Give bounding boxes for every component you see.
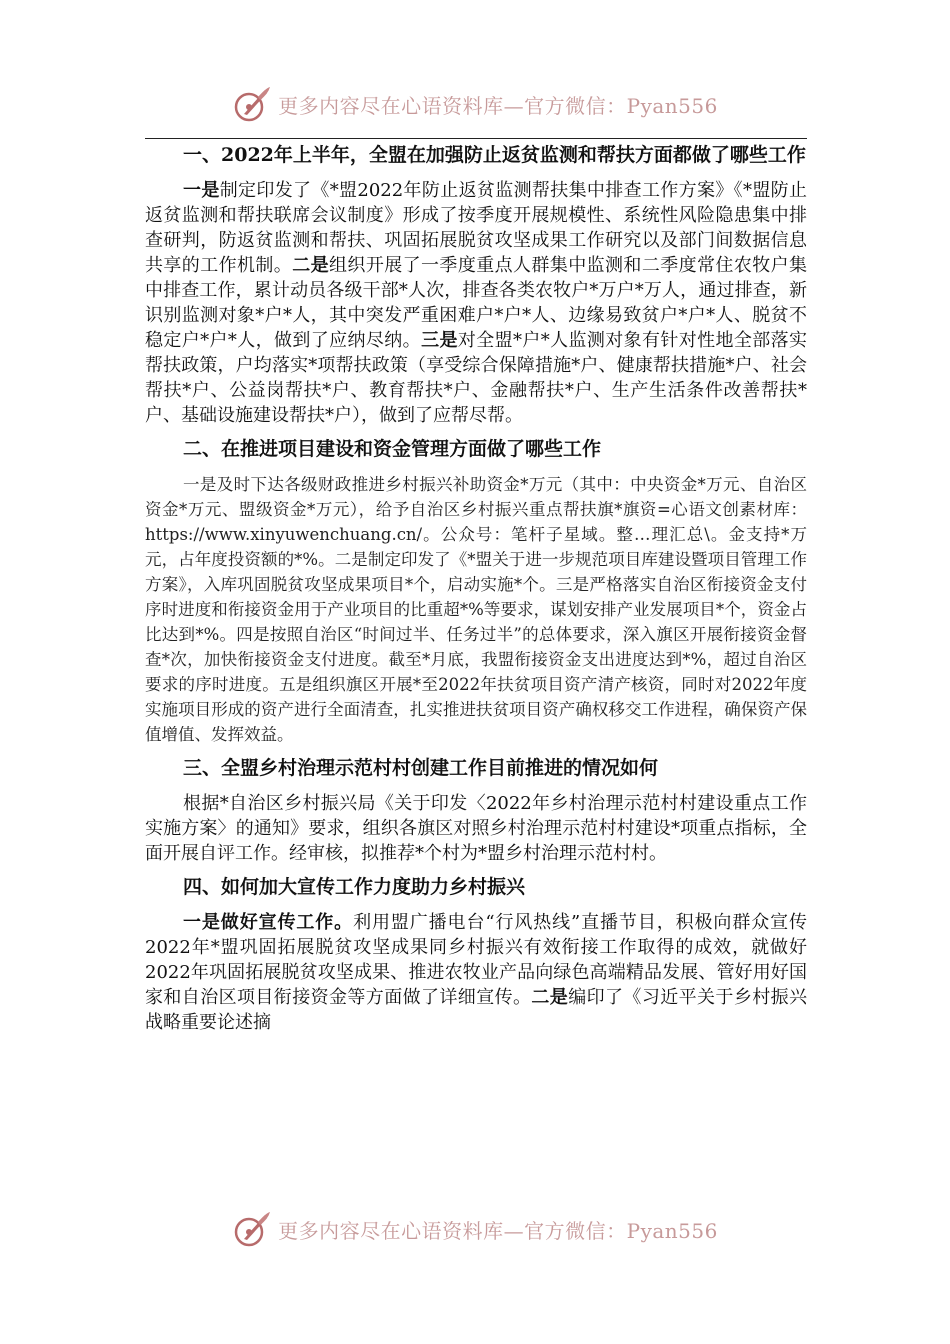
- section-heading: 四、如何加大宣传工作力度助力乡村振兴: [183, 876, 526, 898]
- text-run: 编印了《习近平关于乡村振兴战略重要论述摘: [145, 987, 808, 1033]
- header-divider: [145, 138, 807, 139]
- quill-logo-icon: [232, 84, 272, 124]
- section-heading: 二、在推进项目建设和资金管理方面做了哪些工作: [183, 438, 602, 460]
- body-paragraph: [145, 178, 807, 428]
- emphasis-run: 二是: [531, 987, 569, 1008]
- text-run: 利用盟广播电台“行风热线”直播节目，积极向群众宣传2022年*盟巩固拓展脱贫攻坚成果同乡村振兴有效衔接工作取得的成效，就做好2022年巩固拓展脱贫攻坚成果、推进农牧业产品向绿色高端精品发展、管好用好国家和自治区项目衔接资金等方面做了详细宣传。: [145, 912, 808, 1008]
- body-paragraph: [145, 910, 807, 1035]
- emphasis-run: 一是: [183, 180, 220, 201]
- emphasis-run: 一是做好宣传工作。: [183, 912, 354, 933]
- emphasis-run: 二是: [292, 255, 330, 276]
- body-paragraph: [145, 472, 807, 747]
- text-run: 制定印发了《*盟2022年防止返贫监测帮扶集中排查工作方案》《*盟防止返贫监测和帮扶联席会议制度》形成了按季度开展规模性、系统性风险隐患集中排查研判，防返贫监测和帮扶、巩固拓展脱贫攻坚成果工作研究以及部门间数据信息共享的工作机制。: [145, 180, 808, 276]
- header-banner: [0, 80, 950, 128]
- text-run: 一是及时下达各级财政推进乡村振兴补助资金*万元（其中：中央资金*万元、自治区资金*万元、盟级资金*万元），给予自治区乡村振兴重点帮扶旗*旗资=心语文创素材库：https://www.xinyuwenchuang.cn/。公众号：笔杆子星域。整…理汇总\。金支持*万元，占年度投资额的*%。二是制定印发了《*盟关于进一步规范项目库建设暨项目管理工作方案》，入库巩固脱贫攻坚成果项目*个，启动实施*个。三是严格落实自治区衔接资金支付序时进度和衔接资金用于产业项目的比重超*%等要求，谋划安排产业发展项目*个，资金占比达到*%。四是按照自治区“时间过半、任务过半”的总体要求，深入旗区开展衔接资金督查*次，加快衔接资金支付进度。截至*月底，我盟衔接资金支出进度达到*%，超过自治区要求的序时进度。五是组织旗区开展*至2022年扶贫项目资产清产核资，同时对2022年度实施项目形成的资产进行全面清查，扎实推进扶贫项目资产确权移交工作进程，确保资产保值增值、发挥效益。: [145, 475, 807, 744]
- text-run: 根据*自治区乡村振兴局《关于印发〈2022年乡村治理示范村村建设重点工作实施方案〉的通知》要求，组织各旗区对照乡村治理示范村村建设*项重点指标，全面开展自评工作。经审核，拟推荐*个村为*盟乡村治理示范村村。: [145, 793, 807, 864]
- text-run: 对全盟*户*人监测对象有针对性地全部落实帮扶政策，户均落实*项帮扶政策（享受综合保障措施*户、健康帮扶措施*户、社会帮扶*户、公益岗帮扶*户、教育帮扶*户、金融帮扶*户、生产生活条件改善帮扶*户、基础设施建设帮扶*户），做到了应帮尽帮。: [145, 330, 808, 426]
- document-body: [145, 143, 807, 1044]
- banner-text: 更多内容尽在心语资料库—官方微信：Pyan556: [278, 1218, 718, 1243]
- section-heading: 三、全盟乡村治理示范村村创建工作目前推进的情况如何: [183, 757, 659, 779]
- footer-banner: [0, 1205, 950, 1253]
- section-heading: 一、2022年上半年，全盟在加强防止返贫监测和帮扶方面都做了哪些工作: [183, 144, 806, 166]
- body-paragraph: [145, 791, 807, 866]
- quill-logo-icon: [232, 1209, 272, 1249]
- emphasis-run: 三是: [421, 330, 458, 351]
- text-run: 组织开展了一季度重点人群集中监测和二季度常住农牧户集中排查工作，累计动员各级干部*人次，排查各类农牧户*万户*万人，通过排查，新识别监测对象*户*人，其中突发严重困难户*户*人、边缘易致贫户*户*人、脱贫不稳定户*户*人，做到了应纳尽纳。: [145, 255, 808, 351]
- banner-text: 更多内容尽在心语资料库—官方微信：Pyan556: [278, 93, 718, 118]
